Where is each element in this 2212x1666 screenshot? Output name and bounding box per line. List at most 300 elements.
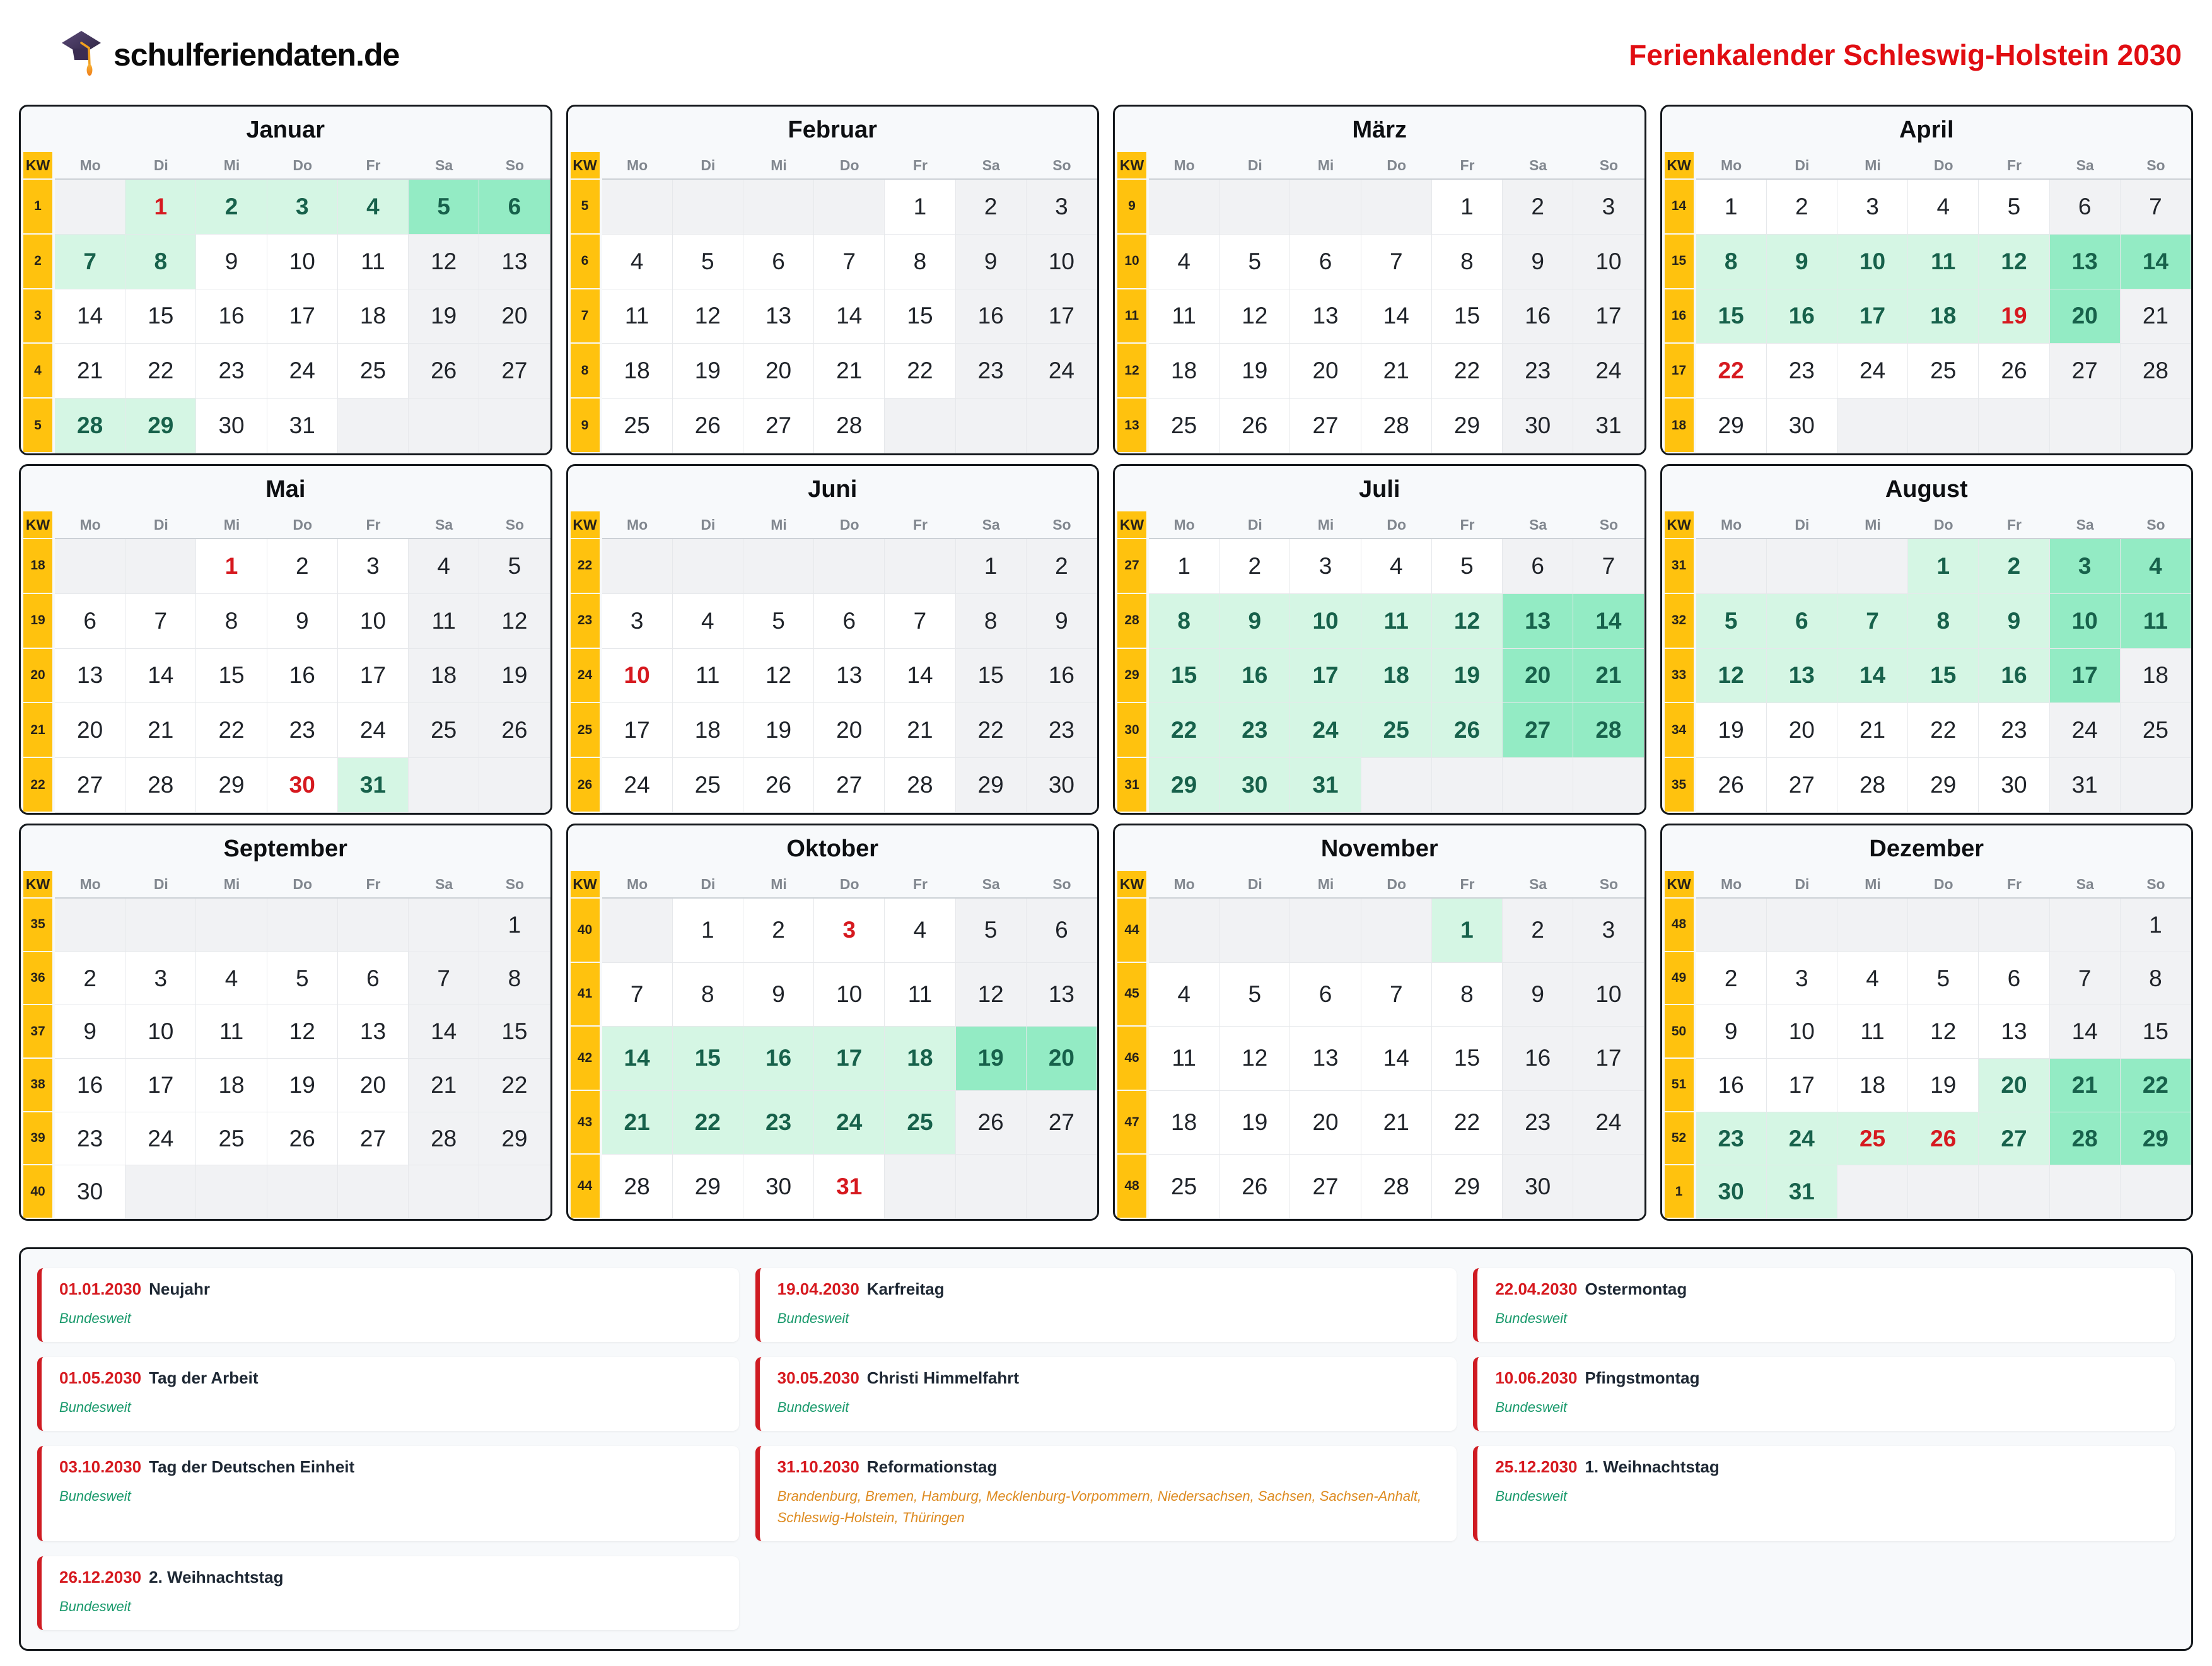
day-cell: 6: [2050, 180, 2121, 235]
day-cell-empty: [1837, 539, 1908, 594]
week-row: [1665, 1112, 2192, 1166]
month-title: November: [1320, 836, 1438, 862]
day-cell-empty: [1361, 180, 1432, 235]
day-cell-empty: [1220, 899, 1290, 963]
month-card: [1113, 105, 1646, 455]
day-cell: 4: [1908, 180, 1979, 235]
day-cell: 7: [1837, 594, 1908, 649]
day-cell: 15: [1908, 649, 1979, 704]
day-cell: 24: [2050, 703, 2121, 758]
day-cell: 1: [1696, 180, 1767, 235]
weekday-header: Mi: [1837, 152, 1908, 180]
day-cell-empty: [338, 899, 409, 952]
weekday-header: Di: [125, 871, 196, 899]
weekday-header: Mi: [1290, 871, 1361, 899]
holiday-date: 01.05.2030: [59, 1368, 142, 1388]
day-cell: 12: [1908, 1005, 1979, 1059]
day-cell: 22: [673, 1091, 743, 1155]
weekday-header: Di: [1220, 511, 1290, 539]
day-cell: 16: [1767, 289, 1837, 344]
day-cell: 22: [2121, 1059, 2191, 1112]
graduation-cap-icon: [61, 30, 102, 81]
day-cell: 28: [814, 399, 885, 453]
day-cell: 13: [338, 1005, 409, 1059]
day-cell: 17: [1290, 649, 1361, 704]
weekday-header: Do: [267, 152, 338, 180]
kw-cell: 31: [1665, 539, 1696, 594]
weekday-header: Di: [125, 152, 196, 180]
day-cell: 11: [338, 235, 409, 289]
day-cell: 10: [1573, 235, 1644, 289]
day-cell-empty: [673, 539, 743, 594]
kw-cell: 40: [23, 1165, 55, 1219]
weekday-header: Mi: [743, 511, 814, 539]
day-cell: 8: [1908, 594, 1979, 649]
day-cell: 25: [1149, 1155, 1220, 1219]
kw-header-cell: KW: [571, 871, 602, 899]
weekday-header: Di: [673, 511, 743, 539]
day-cell-empty: [1696, 899, 1767, 952]
day-cell: 4: [409, 539, 479, 594]
day-cell: 10: [814, 963, 885, 1027]
week-row: [23, 952, 550, 1006]
weekday-header-row: [1117, 511, 1644, 539]
day-cell: 5: [743, 594, 814, 649]
day-cell: 10: [1027, 235, 1097, 289]
day-cell-empty: [338, 1165, 409, 1219]
holiday-name: Christi Himmelfahrt: [866, 1368, 1020, 1388]
holiday-date: 31.10.2030: [777, 1457, 859, 1477]
day-cell: 11: [1361, 594, 1432, 649]
day-cell: 3: [1027, 180, 1097, 235]
day-cell: 9: [956, 235, 1027, 289]
day-cell-empty: [1908, 1165, 1979, 1219]
months-grid: [19, 105, 2193, 1221]
day-cell-empty: [267, 899, 338, 952]
holiday-title-line: [777, 1457, 1440, 1477]
weekday-header: Fr: [1432, 511, 1503, 539]
weekday-header: Fr: [885, 152, 955, 180]
week-row: [1665, 344, 2192, 399]
day-cell: 24: [602, 758, 673, 813]
day-cell-empty: [55, 539, 125, 594]
day-cell: 22: [125, 344, 196, 399]
day-cell: 16: [196, 289, 267, 344]
weekday-header: Do: [267, 871, 338, 899]
weekday-header: Mi: [1290, 152, 1361, 180]
weekday-header: Sa: [2050, 871, 2121, 899]
day-cell-empty: [125, 899, 196, 952]
holiday-date: 19.04.2030: [777, 1279, 859, 1298]
kw-header-cell: KW: [1117, 871, 1149, 899]
day-cell-empty: [2121, 758, 2191, 813]
day-cell: 27: [743, 399, 814, 453]
day-cell: 15: [2121, 1005, 2191, 1059]
kw-cell: 44: [1117, 899, 1149, 963]
weekday-header: Mi: [196, 152, 267, 180]
day-cell-empty: [55, 180, 125, 235]
week-row: [571, 1027, 1098, 1091]
month-title: Dezember: [1869, 836, 1984, 862]
month-grid: [568, 152, 1098, 453]
holiday-name: Neujahr: [149, 1279, 210, 1298]
weekday-header: Mo: [602, 152, 673, 180]
month-grid: [1115, 511, 1644, 813]
day-cell: 29: [673, 1155, 743, 1219]
day-cell: 14: [409, 1005, 479, 1059]
day-cell: 11: [2121, 594, 2191, 649]
week-row: [1665, 399, 2192, 453]
day-cell: 2: [956, 180, 1027, 235]
holiday-regions: Bundesweit: [59, 1488, 131, 1505]
holiday-item: [755, 1446, 1457, 1541]
day-cell-empty: [125, 539, 196, 594]
day-cell: 26: [1908, 1112, 1979, 1166]
holiday-name: Karfreitag: [866, 1279, 945, 1298]
weekday-header: Do: [814, 511, 885, 539]
day-cell-empty: [479, 758, 550, 813]
day-cell: 14: [1837, 649, 1908, 704]
day-cell: 21: [409, 1059, 479, 1112]
day-cell: 26: [267, 1112, 338, 1166]
day-cell: 1: [196, 539, 267, 594]
day-cell: 22: [1149, 703, 1220, 758]
day-cell: 3: [814, 899, 885, 963]
month-title: März: [1352, 117, 1407, 143]
day-cell: 22: [1908, 703, 1979, 758]
day-cell: 9: [1220, 594, 1290, 649]
week-row: [571, 758, 1098, 813]
weekday-header: Di: [1767, 511, 1837, 539]
weekday-header: Do: [1908, 871, 1979, 899]
holiday-item: [1473, 1357, 2175, 1431]
kw-header-cell: KW: [23, 871, 55, 899]
day-cell: 17: [1767, 1059, 1837, 1112]
day-cell-empty: [1220, 180, 1290, 235]
month-title: Juni: [808, 476, 858, 503]
site-logo[interactable]: [61, 30, 399, 81]
kw-cell: 35: [23, 899, 55, 952]
week-row: [1117, 235, 1644, 289]
weekday-header: Sa: [1503, 152, 1573, 180]
day-cell: 5: [1220, 235, 1290, 289]
day-cell: 8: [956, 594, 1027, 649]
day-cell: 4: [1837, 952, 1908, 1006]
day-cell: 19: [956, 1027, 1027, 1091]
day-cell: 22: [1432, 1091, 1503, 1155]
day-cell: 30: [1767, 399, 1837, 453]
day-cell-empty: [1979, 399, 2049, 453]
day-cell: 16: [956, 289, 1027, 344]
day-cell: 18: [2121, 649, 2191, 704]
day-cell: 21: [125, 703, 196, 758]
day-cell: 10: [1837, 235, 1908, 289]
day-cell: 24: [1837, 344, 1908, 399]
holiday-title-line: [1495, 1457, 2157, 1477]
weekday-header: So: [1027, 871, 1097, 899]
day-cell: 24: [1027, 344, 1097, 399]
day-cell-empty: [602, 899, 673, 963]
day-cell: 6: [1290, 235, 1361, 289]
day-cell-empty: [1837, 399, 1908, 453]
day-cell: 29: [2121, 1112, 2191, 1166]
weekday-header: Sa: [1503, 511, 1573, 539]
month-grid: [21, 871, 550, 1219]
day-cell: 2: [1220, 539, 1290, 594]
day-cell-empty: [1908, 899, 1979, 952]
weekday-header: Mo: [602, 871, 673, 899]
weekday-header: Sa: [2050, 152, 2121, 180]
day-cell: 10: [267, 235, 338, 289]
kw-cell: 37: [23, 1005, 55, 1059]
day-cell: 3: [2050, 539, 2121, 594]
weekday-header: Mi: [1837, 871, 1908, 899]
day-cell: 15: [1432, 1027, 1503, 1091]
day-cell: 5: [1432, 539, 1503, 594]
kw-header-cell: KW: [1117, 511, 1149, 539]
week-row: [23, 758, 550, 813]
weekday-header: Fr: [1432, 871, 1503, 899]
day-cell-empty: [1767, 899, 1837, 952]
day-cell: 31: [2050, 758, 2121, 813]
holiday-regions: Bundesweit: [777, 1310, 849, 1326]
week-row: [23, 1005, 550, 1059]
kw-header-cell: KW: [571, 152, 602, 180]
day-cell-empty: [267, 1165, 338, 1219]
day-cell-empty: [409, 758, 479, 813]
day-cell-empty: [743, 180, 814, 235]
day-cell: 30: [196, 399, 267, 453]
day-cell: 10: [2050, 594, 2121, 649]
weekday-header: So: [2121, 511, 2191, 539]
day-cell: 13: [2050, 235, 2121, 289]
day-cell: 24: [1573, 344, 1644, 399]
kw-cell: 41: [571, 963, 602, 1027]
holiday-legend-grid: [37, 1268, 2175, 1630]
day-cell: 28: [1573, 703, 1644, 758]
week-row: [23, 594, 550, 649]
day-cell: 10: [602, 649, 673, 704]
day-cell: 23: [1503, 344, 1573, 399]
day-cell: 27: [55, 758, 125, 813]
day-cell-empty: [673, 180, 743, 235]
kw-cell: 5: [23, 399, 55, 453]
day-cell: 11: [409, 594, 479, 649]
holiday-title-line: [59, 1568, 721, 1587]
day-cell: 7: [602, 963, 673, 1027]
holiday-item: [37, 1357, 739, 1431]
kw-cell: 8: [571, 344, 602, 399]
day-cell: 24: [1767, 1112, 1837, 1166]
week-row: [1117, 344, 1644, 399]
page-header: [0, 0, 2212, 105]
day-cell: 4: [1361, 539, 1432, 594]
day-cell: 17: [1573, 1027, 1644, 1091]
day-cell: 27: [2050, 344, 2121, 399]
day-cell: 1: [2121, 899, 2191, 952]
holiday-regions: Bundesweit: [59, 1599, 131, 1615]
day-cell: 27: [479, 344, 550, 399]
kw-cell: 11: [1117, 289, 1149, 344]
weekday-header: Fr: [1979, 871, 2049, 899]
day-cell: 20: [743, 344, 814, 399]
day-cell: 2: [1979, 539, 2049, 594]
day-cell: 4: [196, 952, 267, 1006]
kw-cell: 22: [571, 539, 602, 594]
day-cell: 23: [55, 1112, 125, 1166]
day-cell-empty: [885, 1155, 955, 1219]
day-cell: 5: [479, 539, 550, 594]
month-title: April: [1899, 117, 1954, 143]
day-cell: 28: [125, 758, 196, 813]
day-cell: 23: [1503, 1091, 1573, 1155]
day-cell: 8: [125, 235, 196, 289]
day-cell: 11: [602, 289, 673, 344]
weekday-header: Di: [1220, 152, 1290, 180]
day-cell-empty: [2121, 1165, 2191, 1219]
day-cell: 19: [409, 289, 479, 344]
day-cell: 27: [1979, 1112, 2049, 1166]
kw-header-cell: KW: [23, 511, 55, 539]
week-row: [1665, 594, 2192, 649]
day-cell: 20: [814, 703, 885, 758]
day-cell: 14: [885, 649, 955, 704]
holiday-title-line: [777, 1279, 1440, 1299]
kw-cell: 40: [571, 899, 602, 963]
day-cell-empty: [409, 1165, 479, 1219]
day-cell: 6: [338, 952, 409, 1006]
day-cell: 15: [479, 1005, 550, 1059]
day-cell-empty: [409, 899, 479, 952]
holiday-title-line: [59, 1279, 721, 1299]
day-cell: 20: [1290, 1091, 1361, 1155]
day-cell: 20: [1027, 1027, 1097, 1091]
holiday-name: Tag der Deutschen Einheit: [149, 1457, 355, 1477]
day-cell: 31: [1290, 758, 1361, 813]
week-row: [1665, 289, 2192, 344]
holiday-item: [37, 1446, 739, 1541]
holiday-item: [37, 1556, 739, 1630]
day-cell: 19: [1979, 289, 2049, 344]
weekday-header-row: [23, 871, 550, 899]
month-title: Januar: [246, 117, 325, 143]
weekday-header: Do: [814, 152, 885, 180]
day-cell: 1: [885, 180, 955, 235]
week-row: [23, 539, 550, 594]
kw-header-cell: KW: [571, 511, 602, 539]
day-cell: 13: [55, 649, 125, 704]
day-cell: 26: [956, 1091, 1027, 1155]
kw-header-cell: KW: [1665, 871, 1696, 899]
page-title: Ferienkalender Schleswig-Holstein 2030: [1629, 38, 2182, 71]
holiday-regions: Bundesweit: [1495, 1488, 1568, 1505]
weekday-header: Mi: [743, 871, 814, 899]
week-row: [23, 344, 550, 399]
day-cell: 30: [1696, 1165, 1767, 1219]
holiday-date: 30.05.2030: [777, 1368, 859, 1388]
day-cell: 1: [956, 539, 1027, 594]
day-cell: 8: [1696, 235, 1767, 289]
day-cell: 1: [1149, 539, 1220, 594]
day-cell: 2: [196, 180, 267, 235]
day-cell: 31: [1573, 399, 1644, 453]
week-row: [571, 899, 1098, 963]
weekday-header-row: [571, 871, 1098, 899]
day-cell: 24: [338, 703, 409, 758]
day-cell: 27: [1503, 703, 1573, 758]
kw-cell: 26: [571, 758, 602, 813]
kw-cell: 14: [1665, 180, 1696, 235]
day-cell-empty: [1908, 399, 1979, 453]
week-row: [571, 235, 1098, 289]
day-cell: 24: [1573, 1091, 1644, 1155]
day-cell-empty: [1432, 758, 1503, 813]
day-cell-empty: [1361, 899, 1432, 963]
kw-cell: 49: [1665, 952, 1696, 1006]
day-cell: 19: [1220, 344, 1290, 399]
day-cell: 29: [956, 758, 1027, 813]
day-cell: 2: [1767, 180, 1837, 235]
month-title: Mai: [265, 476, 306, 503]
weekday-header: Fr: [1979, 152, 2049, 180]
day-cell: 26: [479, 703, 550, 758]
day-cell: 16: [743, 1027, 814, 1091]
day-cell-empty: [338, 399, 409, 453]
weekday-header: So: [1573, 511, 1644, 539]
weekday-header: So: [1027, 511, 1097, 539]
day-cell-empty: [1837, 899, 1908, 952]
day-cell: 27: [1290, 399, 1361, 453]
day-cell: 28: [409, 1112, 479, 1166]
weekday-header: Sa: [409, 511, 479, 539]
holiday-name: Ostermontag: [1585, 1279, 1687, 1298]
day-cell: 11: [1837, 1005, 1908, 1059]
day-cell: 20: [55, 703, 125, 758]
day-cell-empty: [55, 899, 125, 952]
kw-cell: 16: [1665, 289, 1696, 344]
day-cell: 19: [1220, 1091, 1290, 1155]
weekday-header-row: [1665, 511, 2192, 539]
day-cell: 19: [1696, 703, 1767, 758]
month-title: Juli: [1359, 476, 1400, 503]
weekday-header: Sa: [409, 871, 479, 899]
day-cell: 28: [1837, 758, 1908, 813]
day-cell: 15: [1432, 289, 1503, 344]
kw-cell: 34: [1665, 703, 1696, 758]
month-card: [19, 464, 552, 815]
day-cell: 5: [1696, 594, 1767, 649]
day-cell: 30: [1220, 758, 1290, 813]
day-cell: 7: [125, 594, 196, 649]
weekday-header-row: [1665, 871, 2192, 899]
day-cell-empty: [1573, 1155, 1644, 1219]
day-cell: 30: [267, 758, 338, 813]
kw-cell: 25: [571, 703, 602, 758]
weekday-header: Mi: [1290, 511, 1361, 539]
day-cell: 13: [1290, 289, 1361, 344]
day-cell: 11: [1149, 1027, 1220, 1091]
weekday-header: Do: [1908, 152, 1979, 180]
day-cell: 6: [1979, 952, 2049, 1006]
day-cell: 24: [125, 1112, 196, 1166]
day-cell: 5: [1908, 952, 1979, 1006]
kw-cell: 33: [1665, 649, 1696, 704]
kw-cell: 48: [1117, 1155, 1149, 1219]
day-cell: 25: [673, 758, 743, 813]
week-row: [23, 1059, 550, 1112]
day-cell: 18: [1149, 344, 1220, 399]
day-cell: 15: [196, 649, 267, 704]
